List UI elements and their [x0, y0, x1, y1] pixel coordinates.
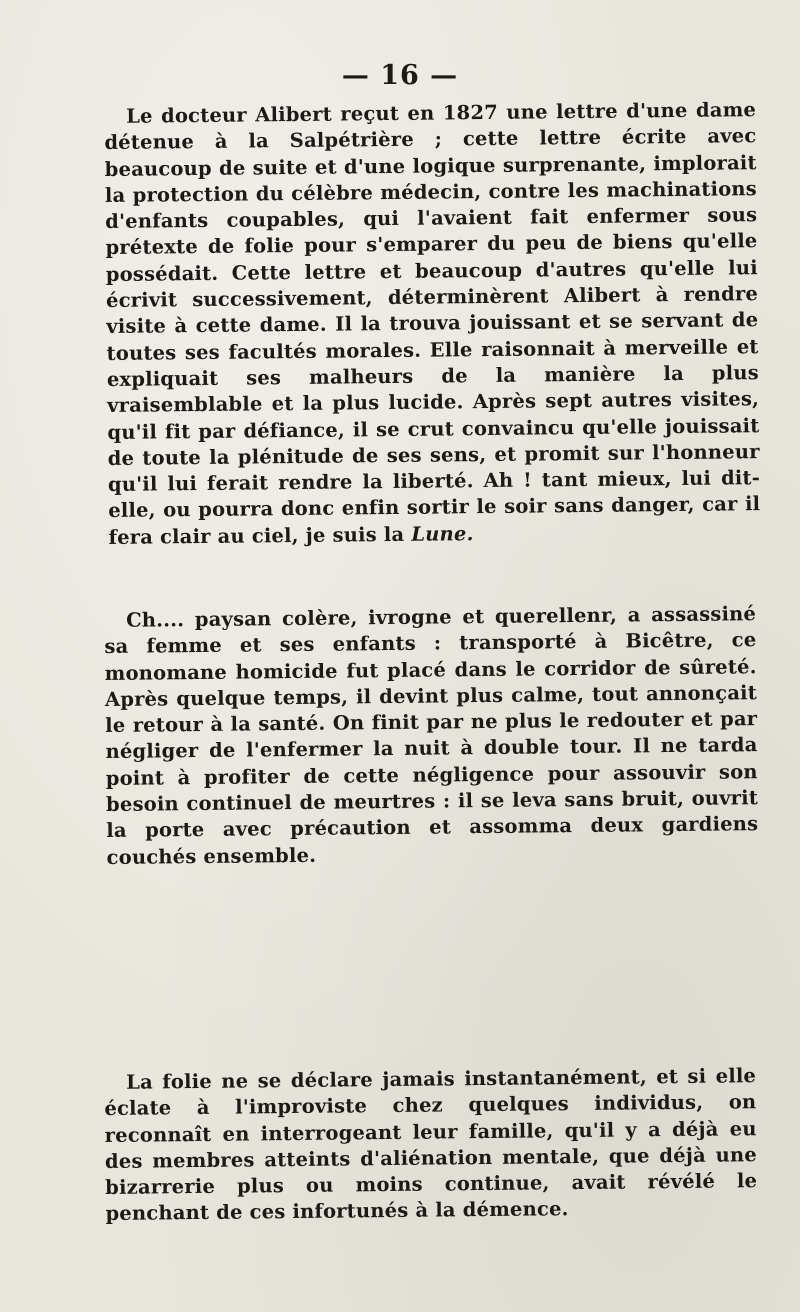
paragraph-text: Le docteur Alibert reçut en 1827 une lettre d'une dame détenue à la Salpétrière ; cette lettre écrite avec beaucoup de suite et d'une logique surprenante, implorait la protection du célèbre médecin, contre les machinations d'enfants coupables, qui l'avaient fait enfermer sous prétexte de folie pour s'emparer du peu de biens qu'elle possédait. Cette lettre et beaucoup d'autres qu'elle lui écrivit successivement, déterminèrent Alibert à rendre visite à cette dame. Il la trouva jouissant et se servant de toutes ses facultés morales. Elle raisonnait à merveille et expliquait ses malheurs de la manière la plus vraisemblable et la plus lucide. Après sept autres visites, qu'il fit par défiance, il se crut convaincu qu'elle jouissait de toute la plénitude de ses sens, et promit sur l'honneur qu'il lui ferait rendre la liberté. Ah ! tant mieux, lui dit-elle, ou pourra donc enfin sortir le soir sans danger, car il fera clair au ciel, je suis la: [104, 98, 761, 549]
paragraph-alibert-letter: [104, 97, 761, 551]
paragraph-madness-heredity: La folie ne se déclare jamais instantanément, et si elle éclate à l'improviste chez quelques individus, on reconnaît en interrogeant leur famille, qu'il y a déjà eu des membres atteints d'aliénation mentale, que déjà une bizarrerie plus ou moins continue, avait révélé le penchant de ces infortunés à la démence.: [104, 1064, 758, 1226]
paragraph-homicidal-monomaniac: Ch.... paysan colère, ivrogne et querellenr, a assassiné sa femme et ses enfants : transporté à Bicêtre, ce monomane homicide fut placé dans le corridor de sûreté. Après quelque temps, il devint plus calme, tout annonçait le retour à la santé. On finit par ne plus le redouter et par négliger de l'enfermer la nuit à double tour. Il ne tarda point à profiter de cette négligence pour assouvir son besoin continuel de meurtres : il se leva sans bruit, ouvrit la porte avec précaution et assomma deux gardiens couchés ensemble.: [104, 602, 759, 869]
italic-word-lune: Lune.: [411, 521, 474, 546]
page-number: — 16 —: [341, 60, 459, 91]
